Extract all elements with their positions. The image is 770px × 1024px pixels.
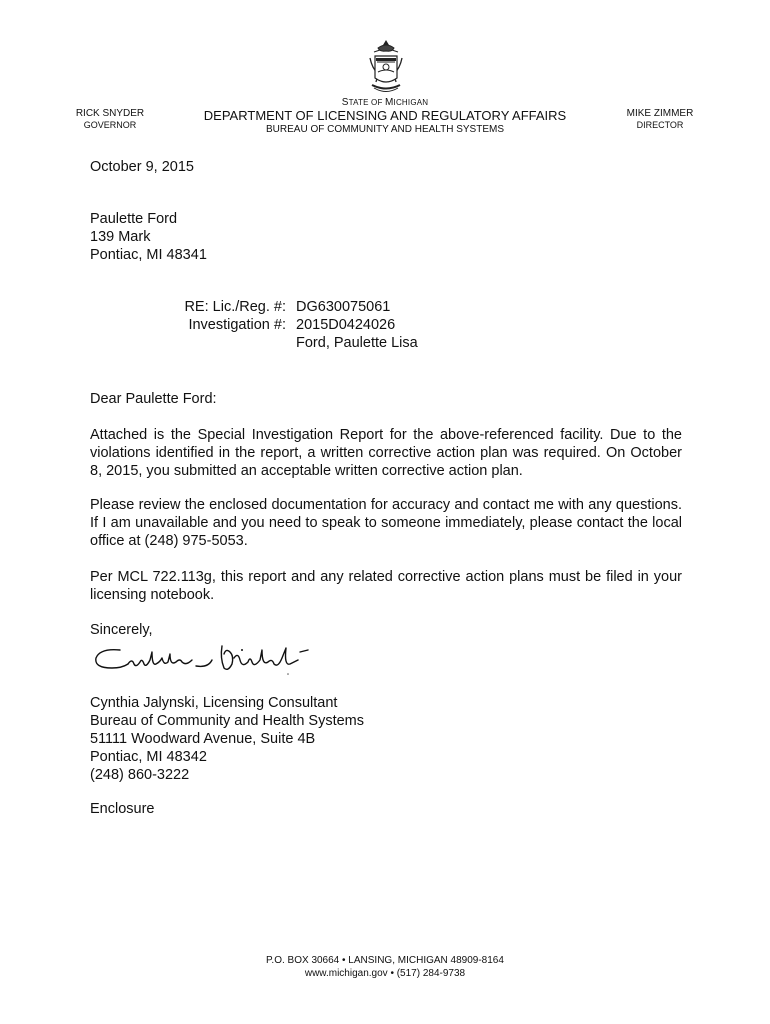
- paragraph-review-contact: Please review the enclosed documentation for accuracy and contact me with any questions. If I am unavailable and you need to speak to someone immediately, please contact the local office at (248) 975-5053.: [90, 497, 682, 549]
- recipient-address: [90, 210, 207, 264]
- paragraph-report-attached: Attached is the Special Investigation Report for the above-referenced facility. Due to the violations identified in the report, a written corrective action plan was required. On October 8, 2015, you submitted an acceptable written corrective action plan.: [90, 427, 682, 479]
- salutation: Dear Paulette Ford:: [90, 391, 217, 407]
- signer-block: [90, 694, 364, 784]
- recipient-street: 139 Mark: [90, 229, 151, 245]
- signer-phone: (248) 860-3222: [90, 767, 190, 783]
- letter-date: October 9, 2015: [90, 159, 194, 175]
- signer-city: Pontiac, MI 48342: [90, 749, 207, 765]
- michigan-state-seal-icon: [356, 38, 416, 98]
- footer-contact: www.michigan.gov • (517) 284-9738: [304, 968, 466, 979]
- department-heading: DEPARTMENT OF LICENSING AND REGULATORY AFFAIRS: [203, 108, 567, 123]
- handwritten-signature-icon: [92, 638, 316, 680]
- license-label: RE: Lic./Reg. #:: [184, 299, 286, 315]
- reference-labels: [90, 298, 286, 334]
- director-name: MIKE ZIMMER: [626, 108, 694, 119]
- signer-bureau: Bureau of Community and Health Systems: [90, 713, 365, 729]
- license-number: DG630075061: [296, 299, 391, 315]
- governor-title: GOVERNOR: [83, 120, 137, 130]
- director-title: DIRECTOR: [636, 120, 684, 130]
- enclosure-note: Enclosure: [90, 801, 155, 817]
- recipient-name: Paulette Ford: [90, 211, 178, 227]
- investigation-number: 2015D0424026: [296, 317, 396, 333]
- paragraph-filing-requirement: Per MCL 722.113g, this report and any related corrective action plans must be filed in your licensing notebook.: [90, 569, 682, 603]
- investigation-label: Investigation #:: [188, 317, 286, 333]
- licensee-name: Ford, Paulette Lisa: [296, 335, 418, 351]
- recipient-city: Pontiac, MI 48341: [90, 247, 207, 263]
- footer-address: P.O. BOX 30664 • LANSING, MICHIGAN 48909-8164: [266, 955, 504, 966]
- governor-name: RICK SNYDER: [75, 108, 145, 119]
- closing: Sincerely,: [90, 622, 153, 638]
- signer-street: 51111 Woodward Avenue, Suite 4B: [90, 731, 316, 747]
- signer-name-title: Cynthia Jalynski, Licensing Consultant: [90, 695, 338, 711]
- state-of-michigan-heading: STATE OF MICHIGAN: [341, 97, 429, 108]
- reference-values: [296, 298, 418, 352]
- bureau-heading: BUREAU OF COMMUNITY AND HEALTH SYSTEMS: [266, 124, 504, 135]
